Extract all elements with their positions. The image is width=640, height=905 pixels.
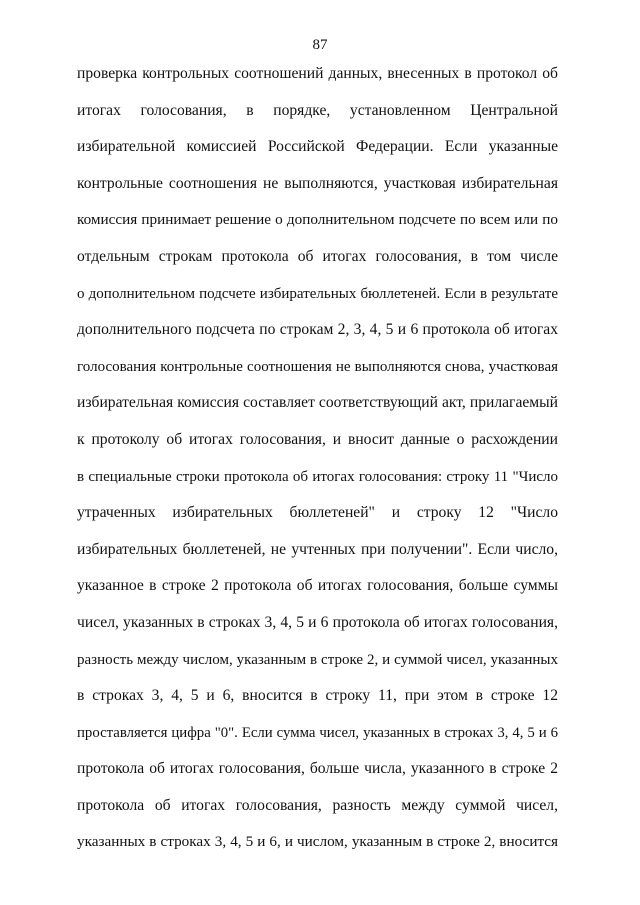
text-line: указанных в строках 3, 4, 5 и 6, и числом, указанным в строке 2, вносится bbox=[77, 833, 558, 851]
text-line: чисел, указанных в строках 3, 4, 5 и 6 протокола об итогах голосования, bbox=[77, 613, 558, 631]
text-line: указанное в строке 2 протокола об итогах голосования, больше суммы bbox=[77, 577, 558, 595]
text-line: избирательная комиссия составляет соответствующий акт, прилагаемый bbox=[77, 394, 558, 412]
text-line: дополнительного подсчета по строкам 2, 3, 4, 5 и 6 протокола об итогах bbox=[77, 321, 558, 339]
text-line: отдельным строкам протокола об итогах голосования, в том числе bbox=[77, 247, 558, 265]
text-line: избирательных бюллетеней, не учтенных при получении". Если число, bbox=[77, 540, 558, 558]
text-line: утраченных избирательных бюллетеней" и строку 12 "Число bbox=[77, 504, 558, 522]
text-line: голосования контрольные соотношения не выполняются снова, участковая bbox=[77, 358, 558, 375]
text-line: разность между числом, указанным в строке 2, и суммой чисел, указанных bbox=[77, 651, 558, 668]
text-line: в специальные строки протокола об итогах голосования: строку 11 "Число bbox=[77, 468, 558, 485]
page-number: 87 bbox=[312, 37, 328, 53]
text-line: протокола об итогах голосования, больше числа, указанного в строке 2 bbox=[77, 760, 558, 778]
text-line: протокола об итогах голосования, разность между суммой чисел, bbox=[77, 796, 558, 814]
text-line: итогах голосования, в порядке, установленном Центральной bbox=[77, 101, 558, 119]
text-line: в строках 3, 4, 5 и 6, вносится в строку 11, при этом в строке 12 bbox=[77, 687, 558, 705]
text-line: контрольные соотношения не выполняются, участковая избирательная bbox=[77, 174, 558, 192]
text-line: комиссия принимает решение о дополнительном подсчете по всем или по bbox=[77, 211, 558, 229]
text-line: проверка контрольных соотношений данных, внесенных в протокол об bbox=[77, 65, 558, 82]
text-line: о дополнительном подсчете избирательных бюллетеней. Если в результате bbox=[77, 285, 558, 302]
text-line: проставляется цифра "0". Если сумма чисел, указанных в строках 3, 4, 5 и 6 bbox=[77, 724, 558, 741]
body-text bbox=[77, 64, 558, 869]
text-line: избирательной комиссией Российской Федерации. Если указанные bbox=[77, 138, 558, 156]
text-line: к протоколу об итогах голосования, и вносит данные о расхождении bbox=[77, 430, 558, 448]
